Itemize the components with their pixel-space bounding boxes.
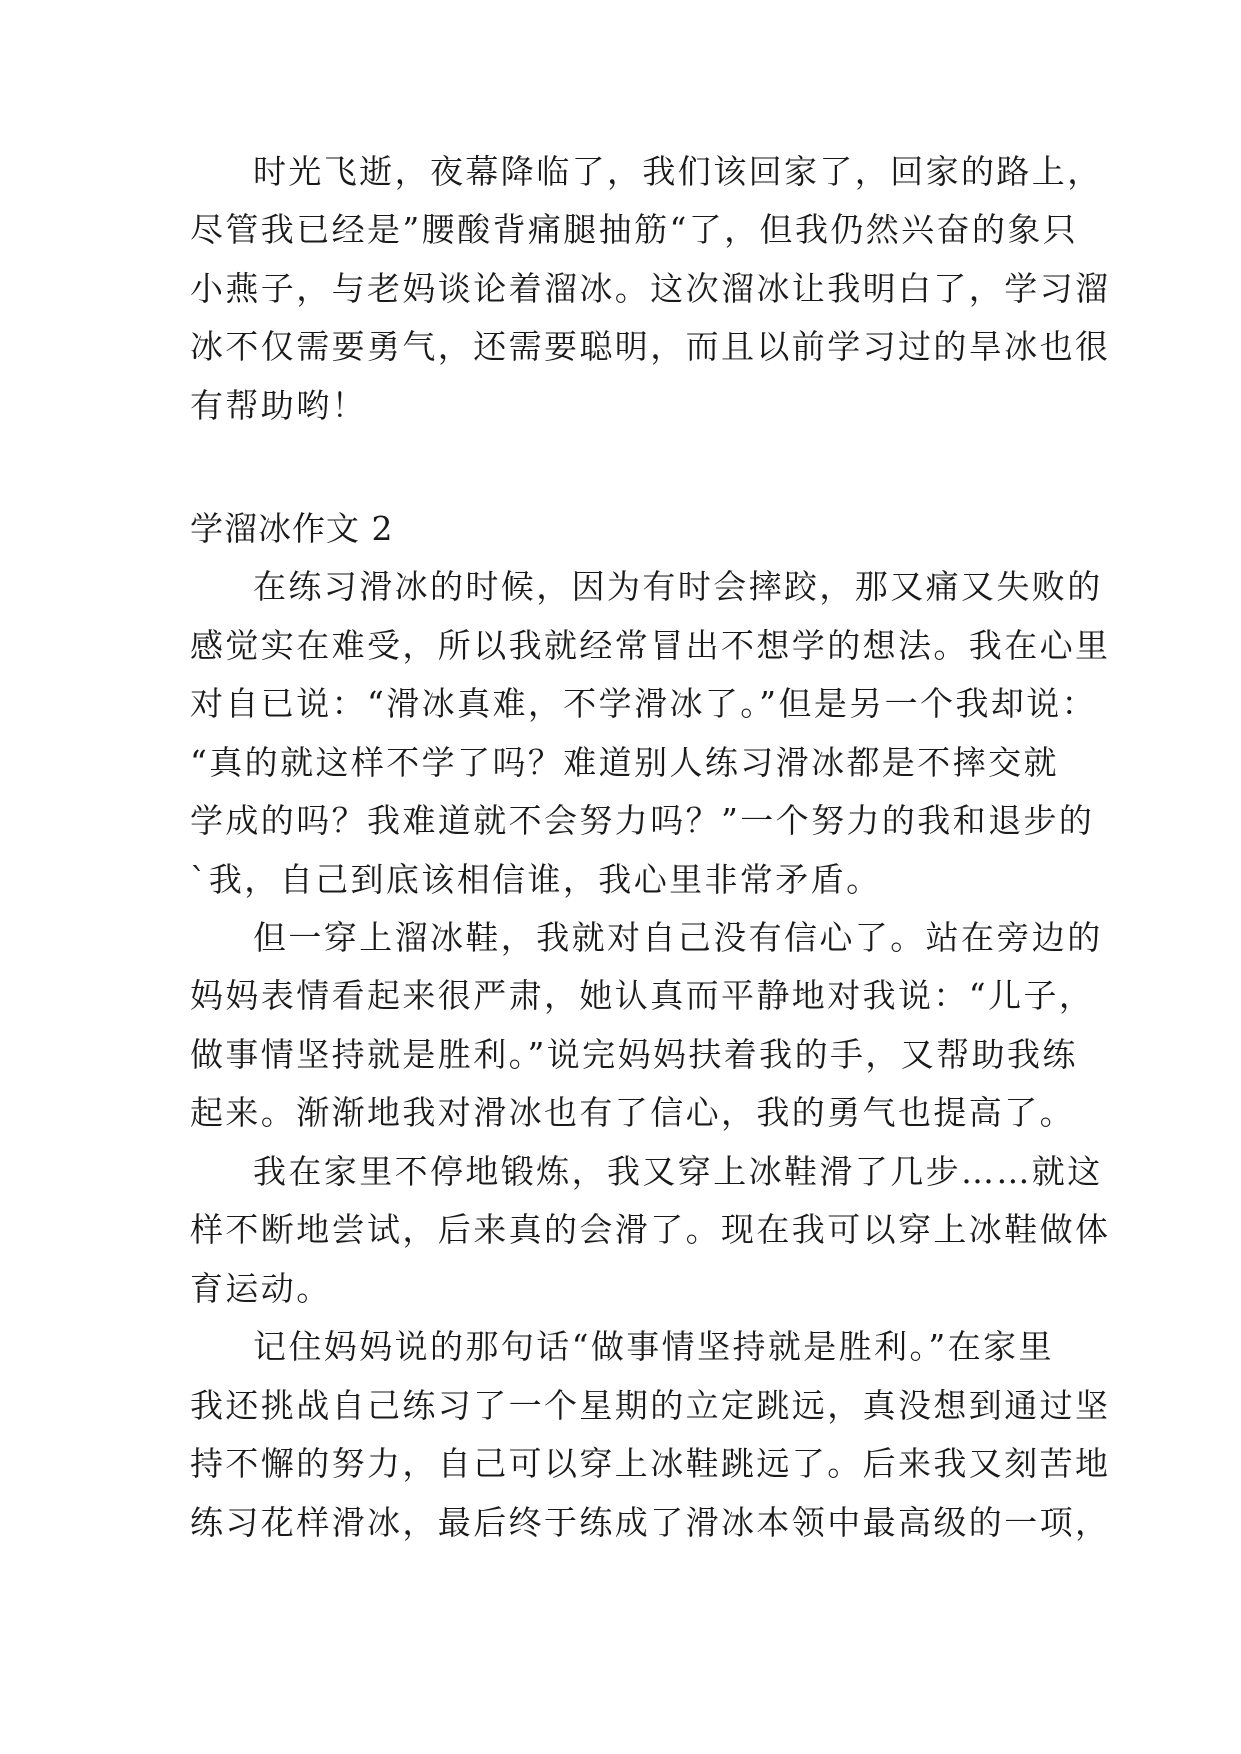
section-heading: 学溜冰作文 2 (190, 509, 394, 548)
text-line: 尽管我已经是”腰酸背痛腿抽筋“了，但我仍然兴奋的象只 (190, 210, 1079, 249)
text-line: 做事情坚持就是胜利。”说完妈妈扶着我的手，又帮助我练 (190, 1035, 1078, 1074)
text-line: 但一穿上溜冰鞋，我就对自己没有信心了。站在旁边的 (253, 918, 1103, 957)
text-line: 样不断地尝试，后来真的会滑了。现在我可以穿上冰鞋做体 (190, 1210, 1111, 1249)
text-line: 有帮助哟！ (190, 386, 367, 425)
text-line: 我还挑战自己练习了一个星期的立定跳远，真没想到通过坚 (190, 1386, 1111, 1425)
text-line: 冰不仅需要勇气，还需要聪明，而且以前学习过的旱冰也很 (190, 327, 1111, 366)
text-line: 感觉实在难受，所以我就经常冒出不想学的想法。我在心里 (190, 626, 1111, 665)
text-line: 持不懈的努力，自己可以穿上冰鞋跳远了。后来我又刻苦地 (190, 1444, 1111, 1483)
text-line: 记住妈妈说的那句话“做事情坚持就是胜利。”在家里 (253, 1327, 1054, 1366)
text-line: 育运动。 (190, 1269, 332, 1308)
text-line: 我在家里不停地锻炼，我又穿上冰鞋滑了几步……就这 (253, 1152, 1103, 1191)
text-line: `我，自己到底该相信谁，我心里非常矛盾。 (190, 860, 882, 899)
text-line: 练习花样滑冰，最后终于练成了滑冰本领中最高级的一项， (190, 1503, 1111, 1542)
text-line: 在练习滑冰的时候，因为有时会摔跤，那又痛又失败的 (253, 567, 1103, 606)
text-line: 对自已说：“滑冰真难，不学滑冰了。”但是另一个我却说： (190, 684, 1098, 723)
text-line: “真的就这样不学了吗？难道别人练习滑冰都是不摔交就 (190, 743, 1059, 782)
text-line: 小燕子，与老妈谈论着溜冰。这次溜冰让我明白了，学习溜 (190, 269, 1111, 308)
text-line: 学成的吗？我难道就不会努力吗？”一个努力的我和退步的 (190, 801, 1095, 840)
text-line: 时光飞逝，夜幕降临了，我们该回家了，回家的路上， (253, 152, 1103, 191)
text-line: 起来。渐渐地我对滑冰也有了信心，我的勇气也提高了。 (190, 1093, 1075, 1132)
text-line: 妈妈表情看起来很严肃，她认真而平静地对我说：“儿子， (190, 976, 1095, 1015)
